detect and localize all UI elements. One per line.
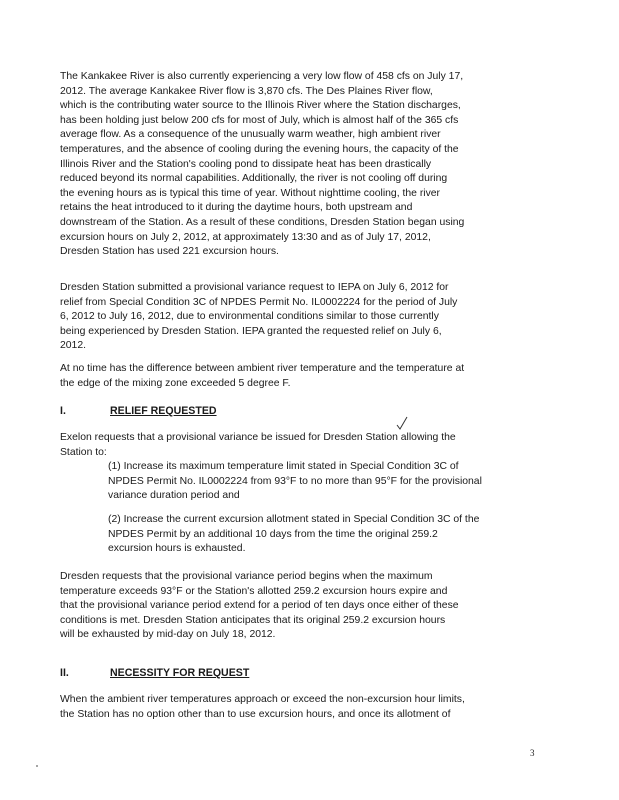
text-line: the edge of the mixing zone exceeded 5 degree F. — [60, 377, 291, 389]
paragraph-mixing-zone — [60, 362, 540, 391]
section-number: II. — [60, 667, 69, 679]
text-line: Illinois River and the Station's cooling pond to dissipate heat has been drastically — [60, 158, 432, 170]
text-line: excursion hours is exhausted. — [108, 543, 246, 555]
text-line: the Station has no option other than to use excursion hours, and once its allotment of — [60, 708, 451, 720]
text-line: will be exhausted by mid-day on July 18, 2012. — [60, 629, 276, 641]
text-line: retains the heat introduced to it during the daytime hours, both upstream and — [60, 202, 413, 214]
section-heading-relief-requested — [60, 404, 217, 418]
paragraph-previous-variance — [60, 281, 540, 354]
text-line: variance duration period and — [108, 490, 240, 502]
text-line: downstream of the Station. As a result of these conditions, Dresden Station began using — [60, 216, 465, 228]
section-number: I. — [60, 405, 66, 417]
text-line: 2012. — [60, 340, 87, 352]
text-line: the evening hours as is typical this time of year. Without nighttime cooling, the river — [60, 187, 441, 199]
request-item-temperature-limit — [108, 460, 540, 504]
paragraph-necessity — [60, 693, 540, 722]
scan-speck — [36, 765, 38, 767]
section-title: NECESSITY FOR REQUEST — [110, 667, 250, 679]
text-line: The Kankakee River is also currently experiencing a very low flow of 458 cfs on July 17, — [60, 71, 464, 82]
request-item-excursion-allotment — [108, 513, 540, 557]
text-line: NPDES Permit No. IL0002224 from 93°F to no more than 95°F for the provisional — [108, 475, 482, 487]
text-line: has been holding just below 200 cfs for most of July, which is almost half of the 365 cfs — [60, 114, 459, 126]
text-line: temperatures, and the absence of cooling during the evening hours, the capacity of the — [60, 143, 459, 155]
text-line: conditions is met. Dresden Station anticipates that its original 259.2 excursion hours — [60, 614, 446, 626]
paragraph-variance-period — [60, 570, 540, 643]
text-line: Dresden requests that the provisional variance period begins when the maximum — [60, 571, 433, 582]
page-number: 3 — [530, 748, 535, 758]
text-line: relief from Special Condition 3C of NPDES Permit No. IL0002224 for the period of July — [60, 296, 458, 308]
text-line: (1) Increase its maximum temperature limit stated in Special Condition 3C of — [108, 461, 459, 472]
text-line: which is the contributing water source to the Illinois River where the Station discharges, — [60, 100, 461, 112]
text-line: When the ambient river temperatures approach or exceed the non-excursion hour limits, — [60, 694, 465, 705]
text-line: average flow. As a consequence of the unusually warm weather, high ambient river — [60, 129, 441, 141]
text-line: 2012. The average Kankakee River flow is 3,870 cfs. The Des Plaines River flow, — [60, 85, 433, 97]
section-heading-necessity — [60, 666, 249, 680]
text-line: 6, 2012 to July 16, 2012, due to environmental conditions similar to those currently — [60, 311, 439, 323]
text-line: (2) Increase the current excursion allotment stated in Special Condition 3C of the — [108, 514, 480, 525]
text-line: excursion hours on July 2, 2012, at approximately 13:30 and as of July 17, 2012, — [60, 231, 431, 243]
text-line: reduced beyond its normal capabilities. Additionally, the river is not cooling off during — [60, 173, 448, 185]
text-line: being experienced by Dresden Station. IEPA granted the requested relief on July 6, — [60, 325, 442, 337]
text-line: Exelon requests that a provisional variance be issued for Dresden Station allowing the — [60, 432, 456, 443]
text-line: At no time has the difference between ambient river temperature and the temperature at — [60, 363, 465, 374]
paragraph-variance-request-intro — [60, 431, 540, 460]
section-title: RELIEF REQUESTED — [110, 405, 217, 417]
text-line: temperature exceeds 93°F or the Station's allotted 259.2 excursion hours expire and — [60, 585, 448, 597]
handwritten-check-mark-icon — [396, 416, 408, 430]
text-line: Dresden Station has used 221 excursion hours. — [60, 246, 279, 258]
text-line: that the provisional variance period extend for a period of ten days once either of these — [60, 600, 459, 612]
paragraph-kankakee-flow — [60, 70, 540, 260]
text-line: Dresden Station submitted a provisional variance request to IEPA on July 6, 2012 for — [60, 282, 449, 293]
text-line: Station to: — [60, 446, 107, 458]
text-line: NPDES Permit by an additional 10 days from the time the original 259.2 — [108, 528, 438, 540]
